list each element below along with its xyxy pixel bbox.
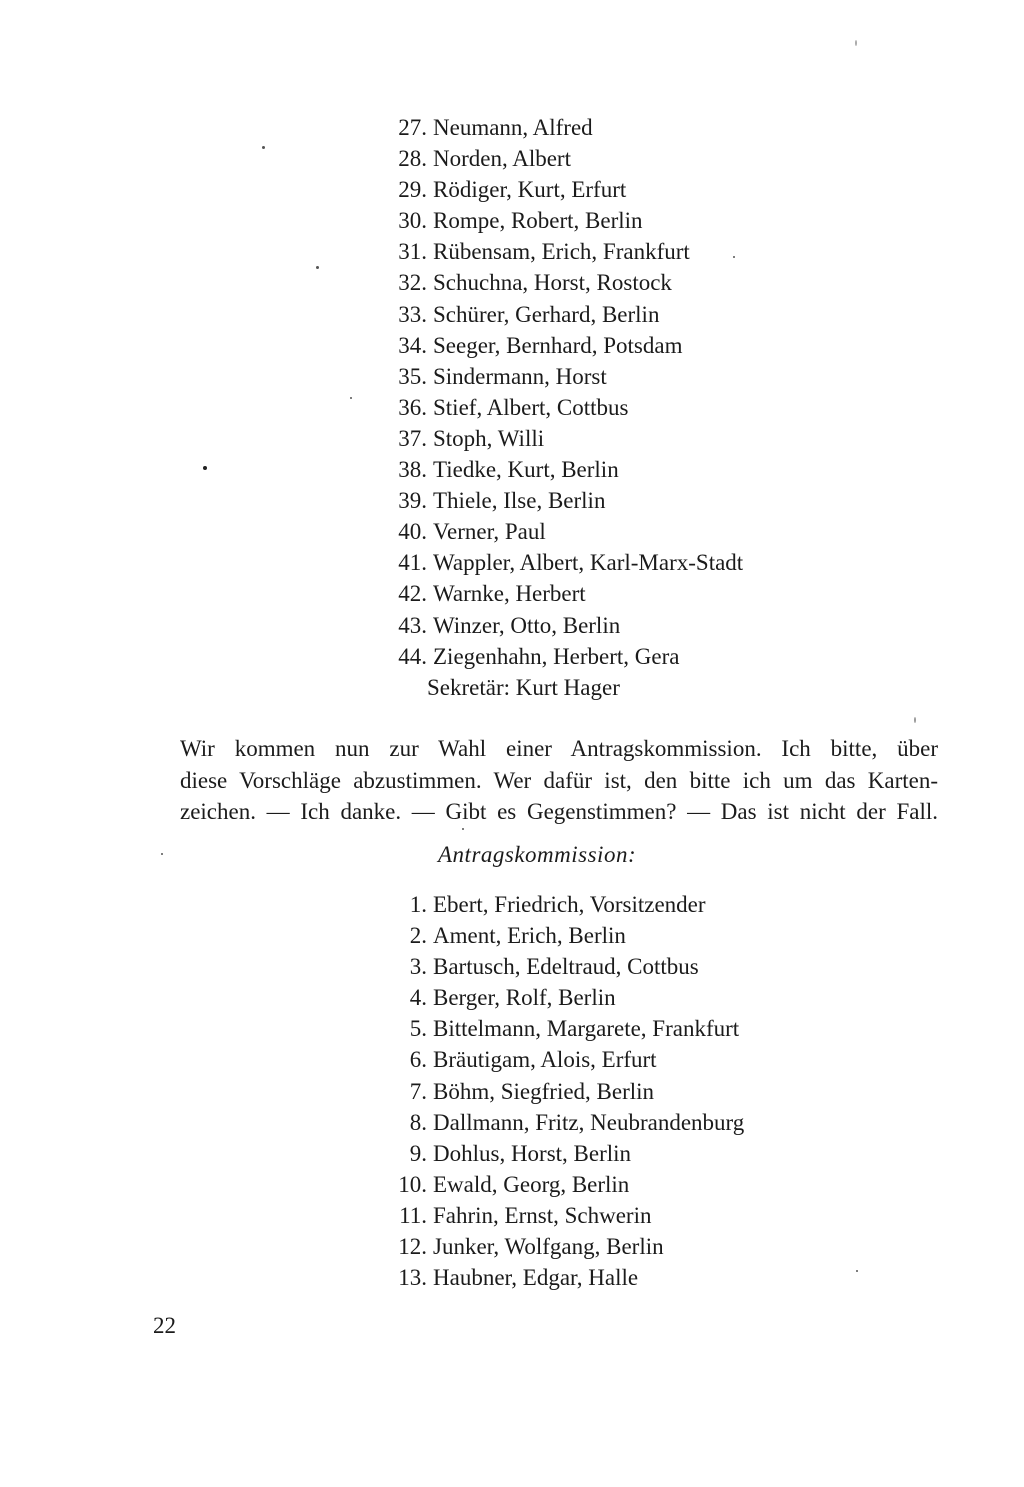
list-item-number: 43. xyxy=(398,612,427,638)
list-item-name: Schürer, Gerhard, Berlin xyxy=(433,301,660,327)
list-item xyxy=(380,267,743,298)
list-item-name: Rübensam, Erich, Frankfurt xyxy=(433,239,690,265)
list-item-number: 39. xyxy=(398,488,427,514)
list-item xyxy=(380,1200,744,1231)
list-item-name: Rompe, Robert, Berlin xyxy=(433,208,643,234)
list-item-number: 28. xyxy=(398,146,427,172)
list-item-name: Bittelmann, Margarete, Frankfurt xyxy=(433,1016,740,1042)
list-item-number: 1. xyxy=(409,892,427,917)
paragraph-line: diese Vorschläge abzustimmen. Wer dafür ist, den bitte ich um das Karten- xyxy=(180,767,938,793)
list-item xyxy=(380,641,743,672)
list-item-number: 7. xyxy=(409,1078,427,1104)
list-item-name: Berger, Rolf, Berlin xyxy=(433,985,616,1011)
list-item-name: Norden, Albert xyxy=(433,146,571,172)
list-item-number: 36. xyxy=(398,394,427,420)
list-item-number: 8. xyxy=(409,1109,427,1135)
list-item-number: 10. xyxy=(398,1171,427,1197)
list-item-name: Bartusch, Edeltraud, Cottbus xyxy=(433,954,699,980)
list-item-number: 42. xyxy=(398,581,427,607)
list-item-number: 12. xyxy=(398,1234,427,1260)
list-item-name: Verner, Paul xyxy=(433,519,546,545)
list-item-name: Fahrin, Ernst, Schwerin xyxy=(433,1202,652,1228)
list-item xyxy=(380,951,744,982)
list-item-number: 40. xyxy=(398,519,427,545)
list-item-number: 13. xyxy=(398,1265,427,1291)
list-item-number: 31. xyxy=(398,239,427,265)
paragraph-line: zeichen. — Ich danke. — Gibt es Gegenstimmen? — Das ist nicht der Fall. xyxy=(180,799,938,824)
list-item xyxy=(380,516,743,547)
section-heading: Antragskommission: xyxy=(438,842,637,867)
list-item-name: Dohlus, Horst, Berlin xyxy=(433,1140,632,1166)
commission-member-list xyxy=(380,889,744,1293)
list-item-number: 33. xyxy=(398,301,427,327)
scan-speck xyxy=(350,397,352,399)
list-item-name: Ebert, Friedrich, Vorsitzender xyxy=(433,892,706,917)
list-item xyxy=(380,454,743,485)
list-item-number: 41. xyxy=(398,550,427,576)
list-item-name: Stoph, Willi xyxy=(433,425,545,451)
scan-speck xyxy=(462,828,464,830)
list-item xyxy=(380,392,743,423)
list-item xyxy=(380,1231,744,1262)
list-item xyxy=(380,330,743,361)
list-item-number: 35. xyxy=(398,363,427,389)
list-item-number: 9. xyxy=(409,1140,427,1166)
list-item-number: 38. xyxy=(398,457,427,483)
list-item-name: Ziegenhahn, Herbert, Gera xyxy=(433,643,680,669)
list-item xyxy=(380,982,744,1013)
list-item-number: 29. xyxy=(398,177,427,203)
list-item-name: Neumann, Alfred xyxy=(433,115,593,140)
list-item-number: 30. xyxy=(398,208,427,234)
list-item-number: 6. xyxy=(409,1047,427,1073)
list-item-name: Rödiger, Kurt, Erfurt xyxy=(433,177,627,203)
list-item xyxy=(380,485,743,516)
list-item xyxy=(380,361,743,392)
list-item-number: 11. xyxy=(399,1202,427,1228)
list-item-number: 5. xyxy=(409,1016,427,1042)
list-item-name: Seeger, Bernhard, Potsdam xyxy=(433,332,683,358)
list-item xyxy=(380,547,743,578)
scan-speck xyxy=(733,256,735,258)
list-item-number: 32. xyxy=(398,270,427,296)
list-item-number: 44. xyxy=(398,643,427,669)
scan-speck xyxy=(856,1270,858,1272)
list-item xyxy=(380,1013,744,1044)
list-item-number: 2. xyxy=(409,923,427,949)
list-item xyxy=(380,1138,744,1169)
list-item-number: 4. xyxy=(409,985,427,1011)
list-item-name: Dallmann, Fritz, Neubrandenburg xyxy=(433,1109,745,1135)
list-item-name: Sindermann, Horst xyxy=(433,363,607,389)
list-item-name: Junker, Wolfgang, Berlin xyxy=(433,1234,664,1260)
page-number: 22 xyxy=(153,1313,176,1338)
list-item-name: Thiele, Ilse, Berlin xyxy=(433,488,606,514)
list-item-number: 37. xyxy=(398,425,427,451)
scan-speck xyxy=(914,717,916,723)
list-item xyxy=(380,143,743,174)
list-item-name: Ewald, Georg, Berlin xyxy=(433,1171,630,1197)
list-item-name: Stief, Albert, Cottbus xyxy=(433,394,629,420)
list-item xyxy=(380,920,744,951)
list-item-number: 27. xyxy=(398,115,427,140)
scan-speck xyxy=(855,40,857,46)
scan-speck xyxy=(262,146,265,149)
list-item-number: 3. xyxy=(409,954,427,980)
list-item-name: Wappler, Albert, Karl-Marx-Stadt xyxy=(433,550,744,576)
scan-speck xyxy=(161,853,163,855)
list-item xyxy=(380,578,743,609)
list-item xyxy=(380,889,744,920)
list-item xyxy=(380,610,743,641)
list-item-name: Bräutigam, Alois, Erfurt xyxy=(433,1047,657,1073)
secretary-line: Sekretär: Kurt Hager xyxy=(427,674,620,700)
list-item-name: Schuchna, Horst, Rostock xyxy=(433,270,672,296)
list-item-name: Tiedke, Kurt, Berlin xyxy=(433,457,619,483)
list-item xyxy=(380,1262,744,1293)
election-paragraph xyxy=(180,733,938,828)
scan-speck xyxy=(203,466,207,470)
list-item xyxy=(380,299,743,330)
list-item-name: Ament, Erich, Berlin xyxy=(433,923,626,949)
paragraph-line: Wir kommen nun zur Wahl einer Antragskommission. Ich bitte, über xyxy=(180,736,938,761)
list-item-name: Warnke, Herbert xyxy=(433,581,586,607)
list-item-name: Böhm, Siegfried, Berlin xyxy=(433,1078,655,1104)
list-item xyxy=(380,1044,744,1075)
list-item xyxy=(380,112,743,143)
list-item xyxy=(380,174,743,205)
scan-speck xyxy=(316,266,319,269)
list-item xyxy=(380,236,743,267)
list-item-name: Haubner, Edgar, Halle xyxy=(433,1265,639,1291)
list-item xyxy=(380,1107,744,1138)
list-item-name: Winzer, Otto, Berlin xyxy=(433,612,621,638)
list-item xyxy=(380,1169,744,1200)
list-item xyxy=(380,423,743,454)
list-item-number: 34. xyxy=(398,332,427,358)
member-list-continued xyxy=(380,112,743,703)
list-item xyxy=(380,205,743,236)
list-item xyxy=(380,1076,744,1107)
